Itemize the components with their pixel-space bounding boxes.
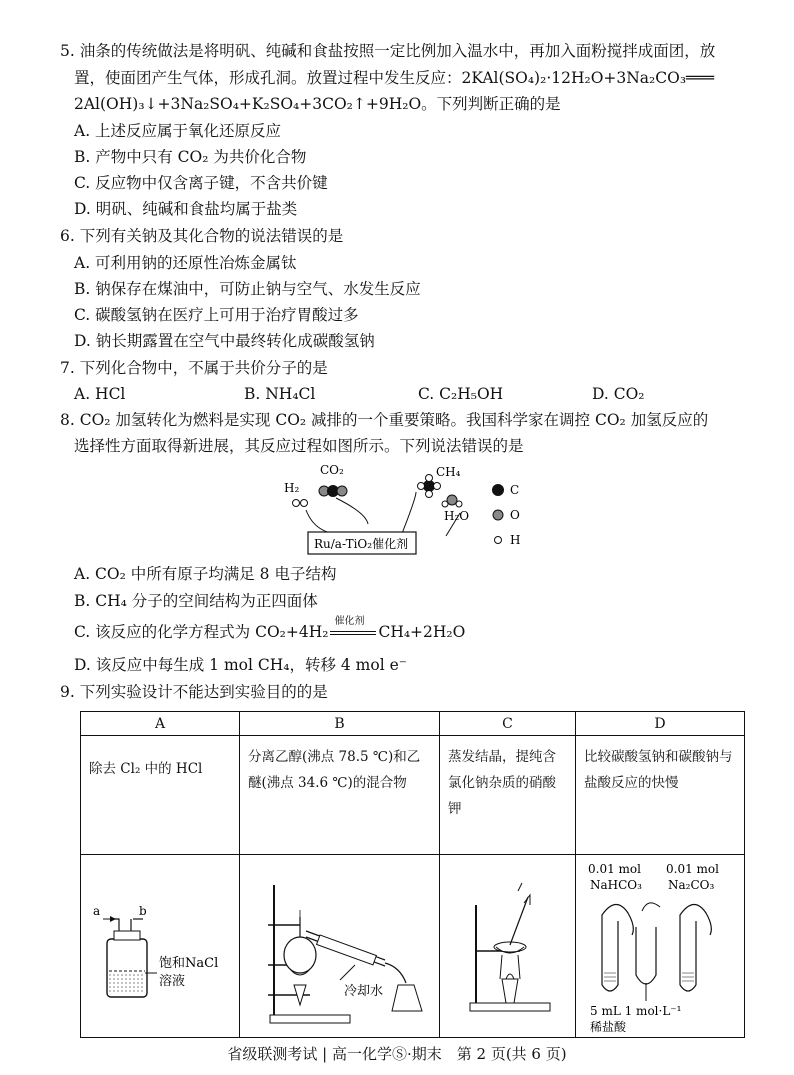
- description-row: [81, 736, 745, 855]
- description-a: 除去 Cl₂ 中的 HCl: [89, 761, 203, 777]
- q7-stem: 7. 下列化合物中，不属于共价分子的是: [60, 359, 328, 377]
- legend-o-dot: [493, 510, 503, 520]
- right-substance: Na₂CO₃: [668, 878, 715, 892]
- legend-c-label: C: [510, 483, 520, 497]
- apparatus-d: [576, 855, 744, 1037]
- q9-stem: 9. 下列实验设计不能达到实验目的的是: [60, 683, 328, 701]
- header-c: C: [440, 712, 576, 736]
- q8-stem-line1: 8. CO₂ 加氢转化为燃料是实现 CO₂ 减排的一个重要策略。我国科学家在调控 CO₂ 加氢反应的: [60, 411, 709, 429]
- condition-label: 催化剂: [334, 616, 365, 627]
- q7-option-b: B. NH₄Cl: [244, 385, 316, 403]
- legend-o-label: O: [510, 508, 520, 522]
- reaction-diagram: [276, 458, 536, 558]
- page-footer: 省级联测考试 | 高一化学Ⓢ·期末 第 2 页(共 6 页): [227, 1045, 567, 1063]
- gas-washing-bottle: [81, 855, 240, 1037]
- outlet-label: b: [139, 904, 147, 918]
- table-header-row: [81, 712, 745, 736]
- header-b: B: [240, 712, 440, 736]
- equals-bar: [330, 631, 376, 632]
- balloon-test-tubes: [576, 855, 745, 1037]
- right-amount: 0.01 mol: [666, 862, 719, 876]
- h-atom: [456, 501, 462, 507]
- q8-stem-line2: 选择性方面取得新进展，其反应过程如图所示。下列说法错误的是: [74, 437, 524, 455]
- q8-option-b: B. CH₄ 分子的空间结构为正四面体: [74, 592, 318, 610]
- reaction-condition-arrow: [328, 616, 378, 643]
- q6-option-a: A. 可利用钠的还原性冶炼金属钛: [74, 254, 297, 272]
- solution-label-1: 饱和NaCl: [159, 956, 219, 971]
- distillation-apparatus: [240, 855, 440, 1037]
- q8-option-c: [74, 616, 466, 643]
- h2-label: H₂: [284, 481, 300, 495]
- q5-option-a: A. 上述反应属于氧化还原反应: [74, 122, 282, 140]
- solution-label-2: 溶液: [159, 974, 186, 989]
- q6-option-c: C. 碳酸氢钠在医疗上可用于治疗胃酸过多: [74, 306, 359, 324]
- catalyst-label: Ru/a-TiO₂催化剂: [314, 537, 409, 551]
- h-atom: [426, 491, 433, 498]
- left-substance: NaHCO₃: [590, 878, 642, 892]
- q5-stem-line3: 2Al(OH)₃↓+3Na₂SO₄+K₂SO₄+3CO₂↑+9H₂O。下列判断正确的是: [74, 95, 561, 113]
- q8-option-d: D. 该反应中每生成 1 mol CH₄，转移 4 mol e⁻: [74, 656, 407, 674]
- o-atom: [337, 486, 347, 496]
- apparatus-a: [81, 855, 239, 1037]
- h-atom: [442, 501, 448, 507]
- left-amount: 0.01 mol: [588, 862, 641, 876]
- arrow: [336, 498, 368, 524]
- h-atom: [301, 500, 308, 507]
- inlet-label: a: [93, 904, 101, 918]
- experiment-table: [80, 711, 745, 1038]
- q5-option-d: D. 明矾、纯碱和食盐均属于盐类: [74, 200, 298, 218]
- q5-option-b: B. 产物中只有 CO₂ 为共价化合物: [74, 148, 307, 166]
- acid-name: 稀盐酸: [590, 1020, 627, 1034]
- legend-h-label: H: [510, 533, 521, 547]
- header-a: A: [81, 712, 240, 736]
- q8-option-c-text: C. 该反应的化学方程式为 CO₂+4H₂: [74, 623, 329, 641]
- q6-stem: 6. 下列有关钠及其化合物的说法错误的是: [60, 227, 344, 245]
- arrow: [306, 510, 346, 534]
- legend-h-dot: [495, 537, 502, 544]
- q7-option-a: A. HCl: [74, 385, 126, 403]
- h2o-label: H₂O: [444, 509, 470, 523]
- q6-option-b: B. 钠保存在煤油中，可防止钠与空气、水发生反应: [74, 280, 421, 298]
- h-atom: [418, 483, 425, 490]
- description-d: 比较碳酸氢钠和碳酸钠与盐酸反应的快慢: [584, 749, 733, 791]
- header-d: D: [576, 712, 745, 736]
- q5-stem-line2: 置，使面团产生气体，形成孔洞。放置过程中发生反应：2KAl(SO₄)₂·12H₂O+3Na₂CO₃═══: [74, 69, 715, 87]
- coolant-label: 冷却水: [344, 984, 384, 999]
- apparatus-row: [81, 855, 745, 1038]
- acid-amount: 5 mL 1 mol·L⁻¹: [590, 1004, 682, 1018]
- evaporation-apparatus: [440, 855, 576, 1037]
- legend-c-dot: [492, 484, 504, 496]
- q8-option-c-products: CH₄+2H₂O: [378, 623, 466, 641]
- apparatus-c: [440, 855, 575, 1037]
- arrow: [401, 492, 416, 536]
- description-b: 分离乙醇(沸点 78.5 ℃)和乙醚(沸点 34.6 ℃)的混合物: [248, 749, 421, 791]
- description-c: 蒸发结晶，提纯含氯化钠杂质的硝酸钾: [448, 749, 556, 817]
- q7-option-d: D. CO₂: [592, 385, 645, 403]
- co2-label: CO₂: [320, 463, 344, 477]
- apparatus-b: [240, 855, 439, 1037]
- q7-option-c: C. C₂H₅OH: [418, 385, 504, 403]
- h-atom: [426, 475, 433, 482]
- o-atom: [447, 495, 457, 505]
- q5-option-c: C. 反应物中仅含离子键，不含共价键: [74, 174, 328, 192]
- q6-option-d: D. 钠长期露置在空气中最终转化成碳酸氢钠: [74, 332, 375, 350]
- q5-stem-line1: 5. 油条的传统做法是将明矾、纯碱和食盐按照一定比例加入温水中，再加入面粉搅拌成面团，放: [60, 42, 716, 60]
- h-atom: [293, 500, 300, 507]
- q8-option-a: A. CO₂ 中所有原子均满足 8 电子结构: [74, 565, 337, 583]
- equals-bar: [330, 634, 376, 635]
- ch4-label: CH₄: [436, 465, 461, 479]
- h-atom: [434, 483, 441, 490]
